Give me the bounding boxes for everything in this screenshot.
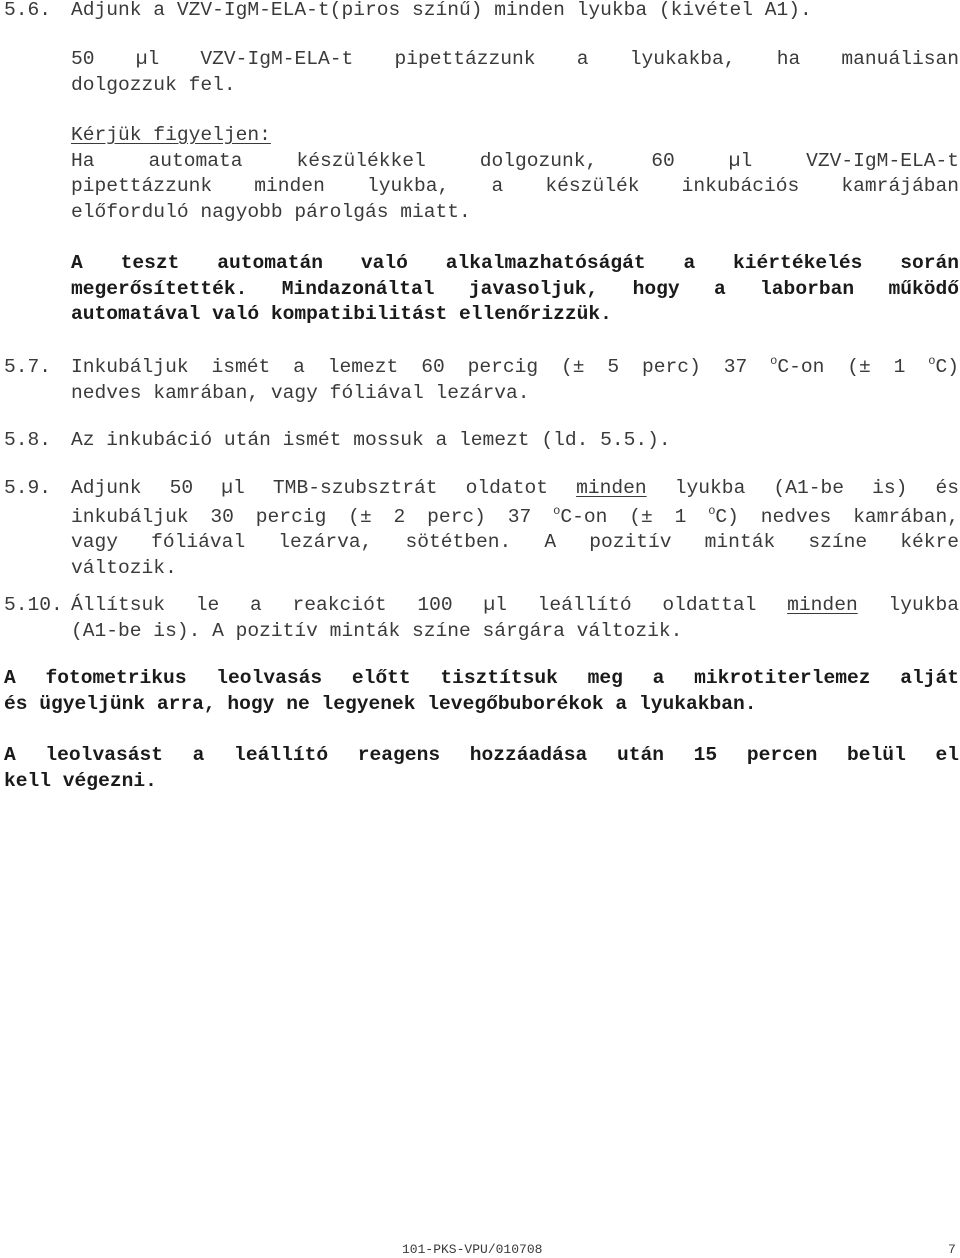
item-5-9 [4,476,959,581]
item-text: Inkubáljuk ismét a lemezt 60 percig (± 5 perc) 37 $^o$C-on (± 1 $^o$C) [71,354,959,378]
warning-line: A fotometrikus leolvasás előtt tisztítsuk meg a mikrotiterlemez alját [4,667,959,689]
bold-line: automatával való kompatibilitást ellenőrizzük. [71,303,612,325]
note-heading: Kérjük figyeljen: [71,124,271,146]
bold-line: megerősítették. Mindazonáltal javasoljuk, hogy a laborban működő [71,277,959,300]
item-text: változik. [71,556,177,579]
item-number: 5.7. [4,356,52,378]
item-number: 5.9. [4,477,52,499]
item-number: 5.8. [4,429,52,451]
degree-symbol: o [928,354,936,368]
note-line: Ha automata készülékkel dolgozunk, 60 µl VZV-IgM-ELA-t [71,149,959,172]
item-5-8 [4,428,959,454]
degree-symbol: o [708,503,716,518]
item-text: Adjunk 50 µl TMB-szubsztrát oldatot minden lyukba (A1-be is) és [71,477,960,499]
warning-cleaning [4,666,959,717]
warning-reading-time [4,743,959,794]
item-text: nedves kamrában, vagy fóliával lezárva. [71,381,530,404]
item-text: Adjunk a VZV-IgM-ELA-t(piros színű) minden lyukba (kivétel A1). [71,0,812,21]
automation-bold-paragraph [4,251,959,328]
emphasis-minden: minden [787,594,858,616]
footer-doc-code: 101-PKS-VPU/010708 [402,1242,543,1257]
item-5-7 [4,355,959,406]
item-number: 5.6. [4,0,52,21]
bold-line: A teszt automatán való alkalmazhatóságát a kiértékelés során [71,252,959,274]
item-text: (A1-be is). A pozitív minták színe sárgára változik. [71,619,683,642]
item-number: 5.10. [4,594,63,616]
warning-line: kell végezni. [4,769,157,792]
item-text: Állítsuk le a reakciót 100 µl leállító oldattal minden lyukba [71,594,959,616]
item-5-6-dose-paragraph [4,47,959,98]
note-paragraph [4,123,959,225]
paragraph-line: dolgozzuk fel. [71,73,236,96]
item-text: Az inkubáció után ismét mossuk a lemezt (ld. 5.5.). [71,429,671,451]
warning-line: A leolvasást a leállító reagens hozzáadása után 15 percen belül el [4,744,959,766]
paragraph-line: 50 µl VZV-IgM-ELA-t pipettázzunk a lyukakba, ha manuálisan [71,48,959,70]
item-text: inkubáljuk 30 percig (± 2 perc) 37 $^o$C-on (± 1 $^o$C) nedves kamrában, [71,503,959,528]
warning-line: és ügyeljünk arra, hogy ne legyenek levegőbuborékok a lyukakban. [4,692,757,715]
item-5-10 [4,593,959,644]
item-text: vagy fóliával lezárva, sötétben. A pozitív minták színe kékre [71,531,959,553]
item-5-6 [4,0,959,24]
footer-page-number: 7 [948,1242,956,1257]
note-line: pipettázzunk minden lyukba, a készülék inkubációs kamrájában [71,175,959,197]
emphasis-minden: minden [576,477,647,499]
degree-symbol: o [553,503,561,518]
note-line: előforduló nagyobb párolgás miatt. [71,200,471,223]
degree-symbol: o [770,354,778,368]
